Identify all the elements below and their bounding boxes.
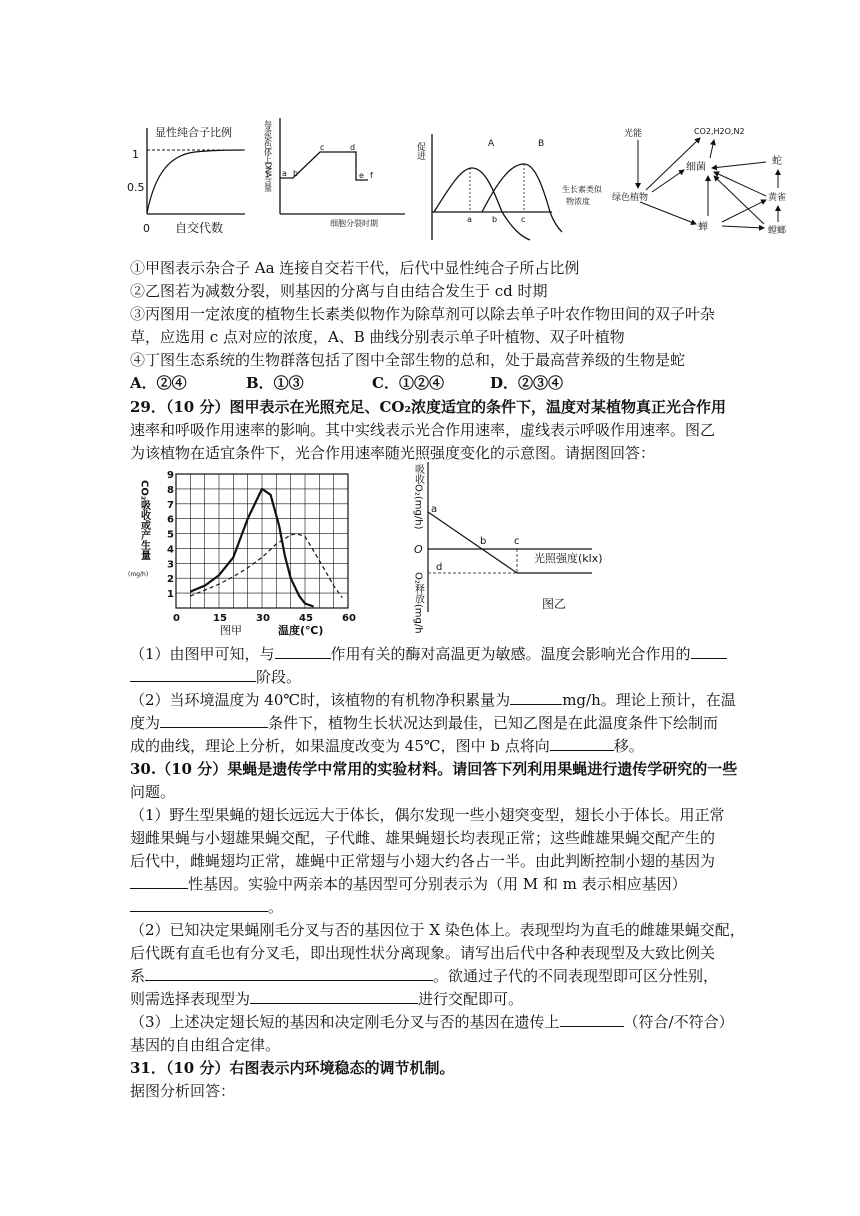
q30-p2-text-c: 系 (130, 967, 146, 985)
chart-yi-xlabel: 光照强度(klx) (534, 552, 603, 565)
chart-yi-caption: 图乙 (542, 597, 567, 611)
figure-bing-curve-B: B (538, 139, 545, 149)
q29-header-2: 速率和呼吸作用速率的影响。其中实线表示光合作用速率，虚线表示呼吸作用速率。图乙 (130, 421, 716, 439)
q30-p1-blank-2[interactable] (130, 897, 268, 912)
q29-part1-line2 (130, 667, 740, 687)
figure-yi-xlabel: 细胞分裂时期 (330, 219, 378, 228)
q29-part2-line3 (130, 736, 740, 756)
q30-p1-line2: 翅雌果蝇与小翅雄果蝇交配，子代雌、雄果蝇翅长均表现正常；这些雌雄果蝇交配产生的 (130, 829, 716, 847)
figure-bing-curve-A: A (488, 139, 495, 149)
q29-p1-blank-1[interactable] (275, 644, 331, 659)
chart-jia-ytick: 3 (167, 559, 174, 571)
q30-p1-text-e: 。 (268, 898, 284, 916)
chart-jia-ytick: 8 (167, 484, 174, 496)
figure-bing-point-a: a (467, 215, 472, 224)
q28-option-b[interactable]: B．①③ (246, 374, 304, 392)
q28-statement-4: ④丁图生态系统的生物群落包括了图中全部生物的总和，处于最高营养级的生物是蛇 (130, 351, 686, 369)
q29-p1-text-a: （1）由图甲可知，与 (130, 645, 275, 663)
food-web-node-plant: 绿色植物 (612, 193, 649, 203)
figure-jia-ytick-05: 0.5 (127, 181, 145, 194)
figure-yi-point-f: f (370, 171, 373, 180)
chart-yi-ylabel-top: 吸收O₂(mg/h) (412, 464, 424, 530)
figure-ding (610, 118, 800, 240)
q30-p3-text-b: （符合/不符合） (623, 1013, 734, 1031)
q29-part2-line2 (130, 713, 740, 733)
q28-statement-3a: ③丙图用一定浓度的植物生长素类似物作为除草剂可以除去单子叶农作物田间的双子叶杂 (130, 305, 716, 323)
chart-jia-series-solid (190, 489, 313, 607)
chart-yi-point-b: b (480, 536, 487, 547)
q31-header-2: 据图分析回答： (130, 1082, 236, 1100)
q30-p2-line2: 后代既有直毛也有分叉毛，即出现性状分离现象。请写出后代中各种表现型及大致比例关 (130, 944, 716, 962)
q28-option-d[interactable]: D．②③④ (490, 374, 564, 392)
food-web-node-sparrow: 黄雀 (768, 193, 787, 203)
q29-p2-text-d: 条件下，植物生长状况达到最佳，已知乙图是在此温度条件下绘制而 (268, 714, 719, 732)
figure-bing-xlabel-2: 物浓度 (566, 197, 590, 206)
figure-yi-point-c: c (320, 143, 325, 152)
q29-p2-text-c: 度为 (130, 714, 161, 732)
q30-p2-blank-1[interactable] (145, 966, 433, 981)
q29-header-1: 29．（10 分）图甲表示在光照充足、CO₂浓度适宜的条件下，温度对某植物真正光合作用 (130, 398, 727, 416)
q30-p3-line1 (130, 1012, 740, 1032)
food-web-node-mantis: 螳螂 (768, 226, 787, 236)
figure-jia-origin: 0 (143, 222, 150, 235)
figure-jia-title: 显性纯合子比例 (155, 126, 232, 139)
q30-p3-line2: 基因的自由组合定律。 (130, 1036, 281, 1054)
figure-bing-xlabel-1: 生长素类似 (562, 185, 602, 194)
chart-yi-origin: O (414, 543, 423, 556)
chart-jia-ytick: 9 (167, 470, 174, 481)
q28-statement-1: ①甲图表示杂合子 Aa 连接自交若干代，后代中显性纯合子所占比例 (130, 259, 580, 277)
figure-bing-point-b: b (492, 215, 498, 224)
chart-jia-caption: 图甲 (220, 624, 242, 637)
chart-jia-xtick: 30 (256, 613, 270, 624)
q29-p2-text-e: 成的曲线，理论上分析，如果温度改变为 45℃，图中 b 点将向 (130, 737, 550, 755)
q30-p1-line3: 后代中，雌蝇翅均正常，雄蝇中正常翅与小翅大约各占一半。由此判断控制小翅的基因为 (130, 852, 716, 870)
chart-jia-ylabel: CO₂吸收或产生量 (138, 480, 150, 561)
chart-yi-ylabel-bottom: O₂释放(mg/h) (412, 572, 424, 634)
q30-header-2: 问题。 (130, 783, 176, 801)
chart-yi (392, 462, 622, 634)
q29-p1-blank-2b[interactable] (130, 667, 256, 682)
figure-bing-ylabel: 促进 (415, 142, 425, 160)
q30-p2-line3 (130, 966, 740, 986)
q30-p2-line4 (130, 989, 740, 1009)
food-web-node-light: 光能 (624, 129, 643, 139)
chart-jia-xtick: 0 (173, 613, 180, 624)
q30-p2-blank-2[interactable] (250, 989, 418, 1004)
q28-option-c[interactable]: C．①②④ (372, 374, 444, 392)
food-web-node-abiotic: CO2,H2O,N2 (694, 127, 745, 136)
q29-p2-text-b: mg/h。理论上预计，在温 (562, 691, 736, 709)
q29-p2-text-f: 移。 (613, 737, 644, 755)
figure-bing (412, 128, 612, 246)
chart-yi-point-d: d (436, 562, 443, 573)
figure-yi-point-b: b (293, 169, 299, 178)
q29-p1-text-b: 作用有关的酶对高温更为敏感。温度会影响光合作用的 (330, 645, 691, 663)
q29-p2-blank-3[interactable] (550, 736, 614, 751)
figure-yi-point-d: d (350, 143, 356, 152)
chart-jia-ytick: 7 (167, 499, 174, 511)
food-web-node-cicada: 蝉 (698, 222, 708, 233)
q29-part2-line1 (130, 690, 740, 710)
q29-p1-text-c: 阶段。 (256, 668, 302, 686)
q30-p2-line1: （2）已知决定果蝇刚毛分叉与否的基因位于 X 染色体上。表现型均为直毛的雌雄果蝇交配， (130, 921, 745, 939)
q30-p3-blank[interactable] (560, 1012, 624, 1027)
chart-jia-ytick: 4 (167, 544, 174, 556)
q30-p1-blank-1[interactable] (130, 874, 188, 889)
food-web-node-snake: 蛇 (772, 156, 782, 167)
chart-jia-ytick: 2 (167, 574, 174, 586)
q30-p1-line5 (130, 897, 740, 917)
q29-part1-line1 (130, 644, 740, 664)
q30-p2-text-f: 进行交配即可。 (418, 990, 524, 1008)
q30-p1-text-d: 性基因。实验中两亲本的基因型可分别表示为（用 M 和 m 表示相应基因） (188, 875, 687, 893)
q29-p1-blank-2a[interactable] (691, 644, 727, 659)
q30-p1-line4 (130, 874, 740, 894)
figure-yi-point-a: a (282, 169, 287, 178)
q30-header-1: 30.（10 分）果蝇是遗传学中常用的实验材料。请回答下列利用果蝇进行遗传学研究的一些 (130, 760, 738, 778)
q29-p2-blank-1[interactable] (510, 690, 562, 705)
q30-p2-text-d: 。欲通过子代的不同表现型即可区分性别， (433, 967, 719, 985)
q31-header-1: 31．（10 分）右图表示内环境稳态的调节机制。 (130, 1059, 455, 1077)
q29-p2-text-a: （2）当环境温度为 40℃时，该植物的有机物净积累量为 (130, 691, 511, 709)
food-web-node-bacteria: 细菌 (686, 162, 706, 173)
chart-jia-ytick: 1 (167, 589, 174, 601)
chart-jia (128, 468, 368, 638)
q29-header-3: 为该植物在适宜条件下，光合作用速率随光照强度变化的示意图。请据图回答： (130, 444, 656, 462)
q28-option-a[interactable]: A．②④ (130, 374, 187, 392)
chart-yi-point-c: c (514, 536, 520, 547)
figure-jia (125, 118, 255, 243)
q29-p2-blank-2[interactable] (160, 713, 268, 728)
q30-p1-line1: （1）野生型果蝇的翅长远远大于体长，偶尔发现一些小翅突变型，翅长小于体长。用正常 (130, 806, 725, 824)
figure-yi-point-e: e (359, 171, 364, 180)
chart-jia-xtick: 45 (299, 613, 313, 624)
q28-options (130, 373, 740, 393)
q28-statement-2: ②乙图若为减数分裂，则基因的分离与自由结合发生于 cd 时期 (130, 282, 548, 300)
figure-bing-point-c: c (521, 215, 526, 224)
q30-p3-text-a: （3）上述决定翅长短的基因和决定刚毛分叉与否的基因在遗传上 (130, 1013, 560, 1031)
chart-jia-xlabel: 温度(℃) (278, 624, 324, 637)
figure-yi (260, 108, 410, 238)
chart-jia-ytick: 5 (167, 529, 174, 541)
chart-yi-point-a: a (431, 504, 438, 515)
chart-jia-yunit: (mg/h) (128, 571, 149, 578)
figure-jia-ytick-1: 1 (132, 148, 139, 161)
chart-jia-xtick: 60 (342, 613, 356, 624)
figure-yi-ylabel: 每条染色体上DNA含量 (263, 120, 273, 191)
chart-jia-ytick: 6 (167, 514, 174, 526)
chart-jia-xtick: 15 (213, 613, 227, 624)
figure-jia-xlabel: 自交代数 (175, 221, 224, 235)
q30-p2-text-e: 则需选择表现型为 (130, 990, 251, 1008)
q28-statement-3b: 草，应选用 c 点对应的浓度，A、B 曲线分别表示单子叶植物、双子叶植物 (130, 328, 625, 346)
